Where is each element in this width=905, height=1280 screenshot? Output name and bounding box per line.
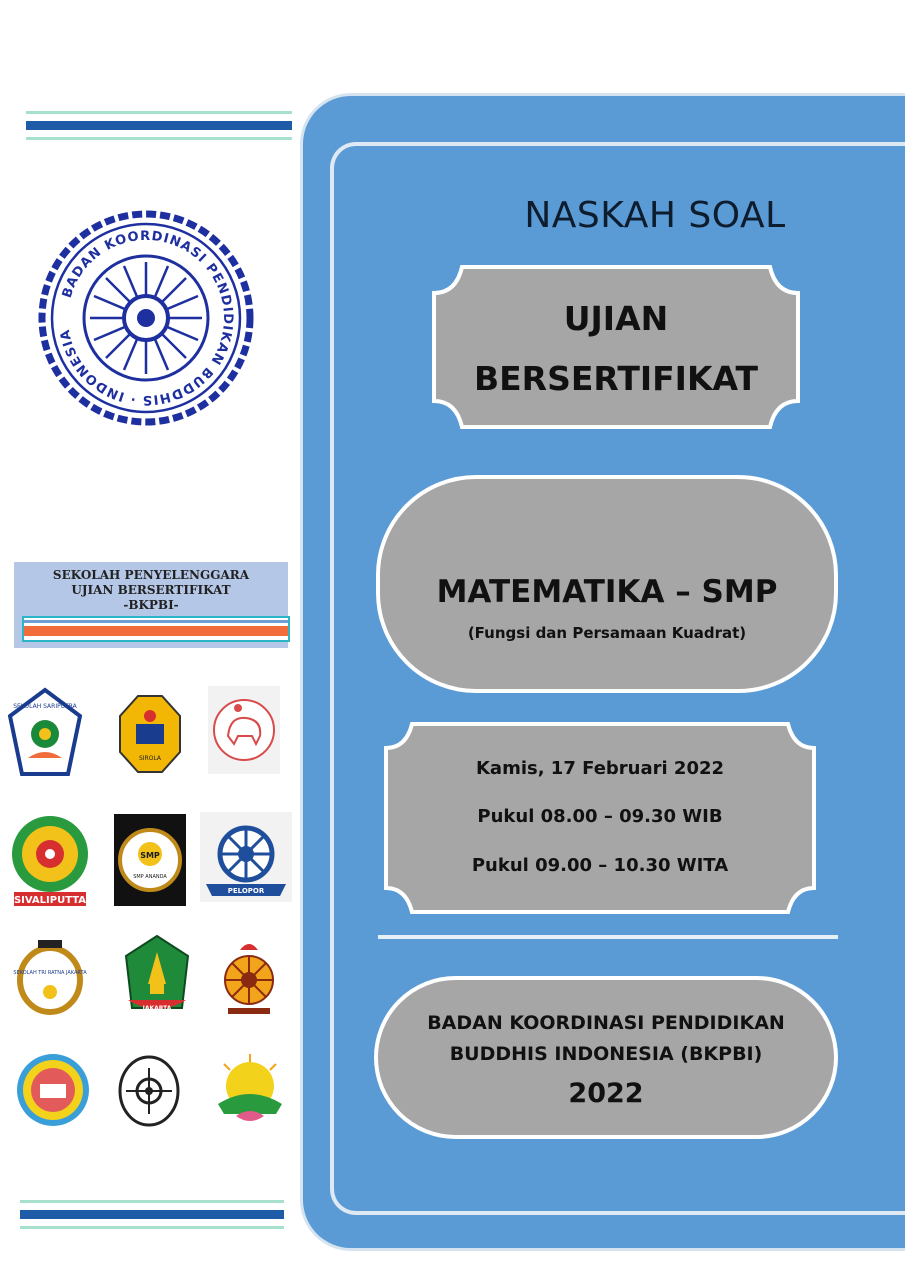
subject-title: MATEMATIKA – SMP: [436, 574, 778, 610]
logo-jakarta: [124, 934, 190, 1018]
page-title: NASKAH SOAL: [524, 195, 786, 236]
exam-date: Kamis, 17 Februari 2022: [475, 758, 725, 779]
logo-sirola: [118, 694, 192, 780]
logo-smp-ananda: [114, 814, 186, 906]
bottom-stripe-thin: [20, 1200, 284, 1203]
organization-line1: BADAN KOORDINASI PENDIDIKAN: [427, 1012, 785, 1034]
logo-sariputra-label: SEKOLAH SARIPUTRA: [13, 703, 77, 710]
exam-type-line1: UJIAN: [563, 299, 669, 338]
subject-topic: (Fungsi dan Persamaan Kuadrat): [467, 624, 747, 642]
organization-year: 2022: [568, 1078, 644, 1109]
emblem-ring-text: BADAN KOORDINASI PENDIDIKAN BUDDHIS · INDONESIA: [57, 228, 236, 408]
school-box-bar-blue: [24, 620, 288, 623]
logo-sirola-label: SIROLA: [138, 755, 162, 762]
logo-sivaliputta-label: SIVALIPUTTA: [13, 895, 87, 906]
logo-tri-ratna-label: SEKOLAH TRI RATNA JAKARTA: [13, 970, 87, 976]
logo-sariputra: [8, 686, 82, 772]
school-box-line2: UJIAN BERSERTIFIKAT: [71, 583, 231, 597]
school-box-bar-orange: [24, 626, 288, 636]
exam-type-box: [432, 265, 800, 429]
logo-lotus-wheel: [118, 1054, 180, 1128]
school-box-line1: SEKOLAH PENYELENGGARA: [52, 568, 250, 582]
organization-box: [374, 976, 838, 1139]
exam-time-wib: Pukul 08.00 – 09.30 WIB: [477, 806, 723, 827]
exam-time-wita: Pukul 09.00 – 10.30 WITA: [471, 855, 729, 876]
exam-type-line2: BERSERTIFIKAT: [473, 359, 758, 398]
logo-pelopor: [200, 812, 292, 902]
top-stripe-thin-2: [26, 137, 292, 140]
organization-line2: BUDDHIS INDONESIA (BKPBI): [449, 1043, 763, 1065]
logo-red-circle: [14, 1050, 92, 1130]
bkpbi-emblem: [38, 210, 254, 426]
divider-line: [378, 935, 838, 939]
svg-text:SMP: SMP: [140, 851, 160, 860]
logo-jakarta-label: JAKARTA: [142, 1005, 172, 1012]
top-stripe-thin: [26, 111, 292, 114]
logo-smp-ananda-label: SMP ANANDA: [133, 874, 167, 880]
bottom-stripe-thick: [20, 1210, 284, 1219]
logo-sivaliputta: [10, 812, 90, 908]
logo-sunrise: [210, 1050, 290, 1130]
logo-dharma-wheel-orange: [216, 936, 282, 1020]
logo-tri-ratna: [12, 936, 88, 1016]
school-box-line3: -BKPBI-: [123, 598, 179, 612]
school-organizer-box: [14, 562, 288, 648]
subject-box: [376, 475, 838, 693]
logo-elephant: [208, 686, 280, 772]
top-stripe-thick: [26, 121, 292, 130]
schedule-box: [384, 722, 816, 914]
bottom-stripe-thin-2: [20, 1226, 284, 1229]
logo-pelopor-label: PELOPOR: [227, 887, 265, 895]
